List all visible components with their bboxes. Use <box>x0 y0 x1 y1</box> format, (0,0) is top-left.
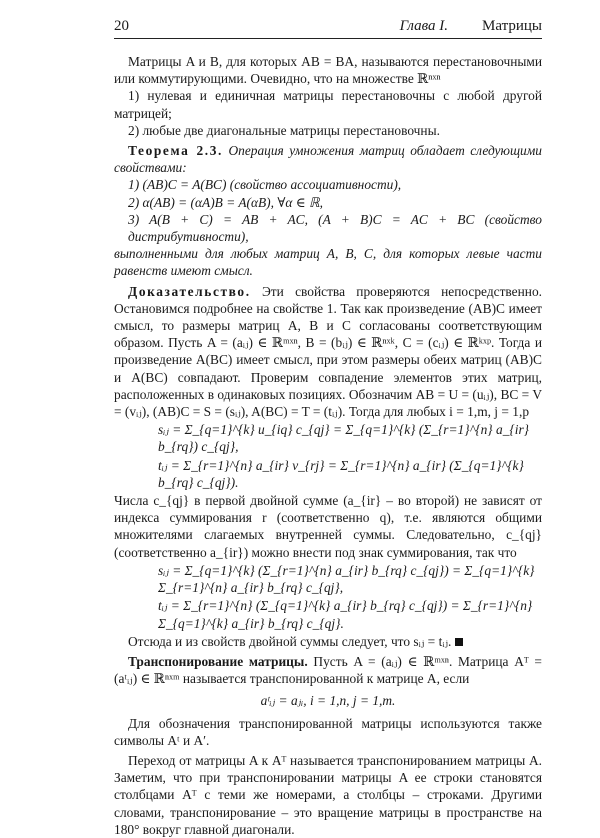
running-header <box>114 18 542 39</box>
formula-s-expanded: sᵢⱼ = Σ_{q=1}^{k} (Σ_{r=1}^{n} a_{ir} b_{rq} c_{qj}) = Σ_{q=1}^{k} Σ_{r=1}^{n} a_{ir} b_{rq} c_{qj}, <box>158 562 535 596</box>
proof-conclusion <box>114 633 542 650</box>
theorem-property-1: 1) (AB)C = A(BC) (свойство ассоциативности), <box>128 177 402 193</box>
transpose-text: Пусть A = (aᵢⱼ) ∈ ℝᵐˣⁿ. Матрица Aᵀ = (aᵗᵢⱼ) ∈ ℝⁿˣᵐ называется транспонированной к матрице A, если <box>114 653 542 687</box>
formula-t: tᵢⱼ = Σ_{r=1}^{n} a_{ir} v_{rj} = Σ_{r=1}^{n} a_{ir} (Σ_{q=1}^{k} b_{rq} c_{qj}). <box>158 457 524 490</box>
paragraph-symbols: Для обозначения транспонированной матрицы используются также символы Aᵗ и A′. <box>114 715 542 748</box>
transpose-definition <box>114 653 542 687</box>
theorem-tail: выполненными для любых матриц A, B, C, для которых левые части равенств имеют смысл. <box>114 246 542 279</box>
formula-t-expanded: tᵢⱼ = Σ_{r=1}^{n} (Σ_{q=1}^{k} a_{ir} b_{rq} c_{qj}) = Σ_{r=1}^{n} Σ_{q=1}^{k} a_{ir} b_{rq} c_{qj}. <box>158 598 533 631</box>
theorem-statement <box>114 142 542 176</box>
conclusion-text: Отсюда и из свойств двойной суммы следует, что sᵢⱼ = tᵢⱼ. <box>128 633 452 649</box>
paragraph-numbers: Числа c_{qj} в первой двойной сумме (a_{ir} – во второй) не зависят от индекса суммирования r (соответственно q), т.е. являются общими множителями слагаемых внутренней суммы. Следовательно, c_{qj} (соответственно a_{ir}) можно внести под знак суммирования, так что <box>114 493 542 560</box>
page-number: 20 <box>114 18 129 34</box>
formula-s: sᵢⱼ = Σ_{q=1}^{k} u_{iq} c_{qj} = Σ_{q=1}^{k} (Σ_{r=1}^{n} a_{ir} b_{rq}) c_{qj}, <box>158 422 530 455</box>
theorem-property-3: 3) A(B + C) = AB + AC, (A + B)C = AC + BC (свойство дистрибутивности), <box>128 211 542 245</box>
list-item-2: 2) любые две диагональные матрицы перестановочны. <box>128 122 440 138</box>
proof-heading: Доказательство. <box>128 283 251 299</box>
theorem-heading: Теорема 2.3. <box>128 143 223 159</box>
chapter-label: Глава I. <box>399 18 449 34</box>
transpose-heading: Транспонирование матрицы. <box>128 653 308 669</box>
formula-transpose: aᵗᵢⱼ = aⱼᵢ, i = 1,n, j = 1,m. <box>260 693 396 709</box>
list-item-1: 1) нулевая и единичная матрицы перестановочны с любой другой матрицей; <box>114 88 542 121</box>
theorem-intro: Операция умножения матриц обладает следующими свойствами: <box>114 143 542 176</box>
chapter-title: Матрицы <box>482 18 542 34</box>
proof-text: Эти свойства проверяются непосредственно. Остановимся подробнее на свойстве 1. Так как произведение (AB)C имеет смысл, то размеры матриц A, B и C согласованы соответствующим образом. Пусть A = (aᵢⱼ) ∈ ℝᵐˣⁿ, B = (bᵢⱼ) ∈ ℝⁿˣᵏ, C = (cᵢⱼ) ∈ ℝᵏˣᵖ. Тогда и произведение A(BC) имеет смысл, при этом размеры обеих матриц (AB)C и A(BC) совпадают. Проверим совпадение элементов этих матриц, расположенных в одинаковых позициях. Обозначим AB = U = (uᵢⱼ), BC = V = (vᵢⱼ), (AB)C = S = (sᵢⱼ), A(BC) = T = (tᵢⱼ). Тогда для любых i = 1,m, j = 1,p <box>114 283 542 420</box>
qed-icon <box>455 638 463 646</box>
paragraph-transposition: Переход от матрицы A к Aᵀ называется транспонированием матрицы A. Заметим, что при транспонировании матрицы A ее строки становятся столбцами Aᵀ с теми же номерами, а столбцы – строками. Другими словами, транспонирование – это вращение матрицы в пространстве на 180° вокруг главной диагонали. <box>114 752 542 837</box>
proof-paragraph <box>114 283 542 421</box>
chapter-heading <box>400 18 542 35</box>
theorem-property-2: 2) α(AB) = (αA)B = A(αB), ∀α ∈ ℝ, <box>128 194 324 210</box>
paragraph-commuting: Матрицы A и B, для которых AB = BA, называются перестановочными или коммутирующими. Очевидно, что на множестве ℝⁿˣⁿ <box>114 54 542 87</box>
